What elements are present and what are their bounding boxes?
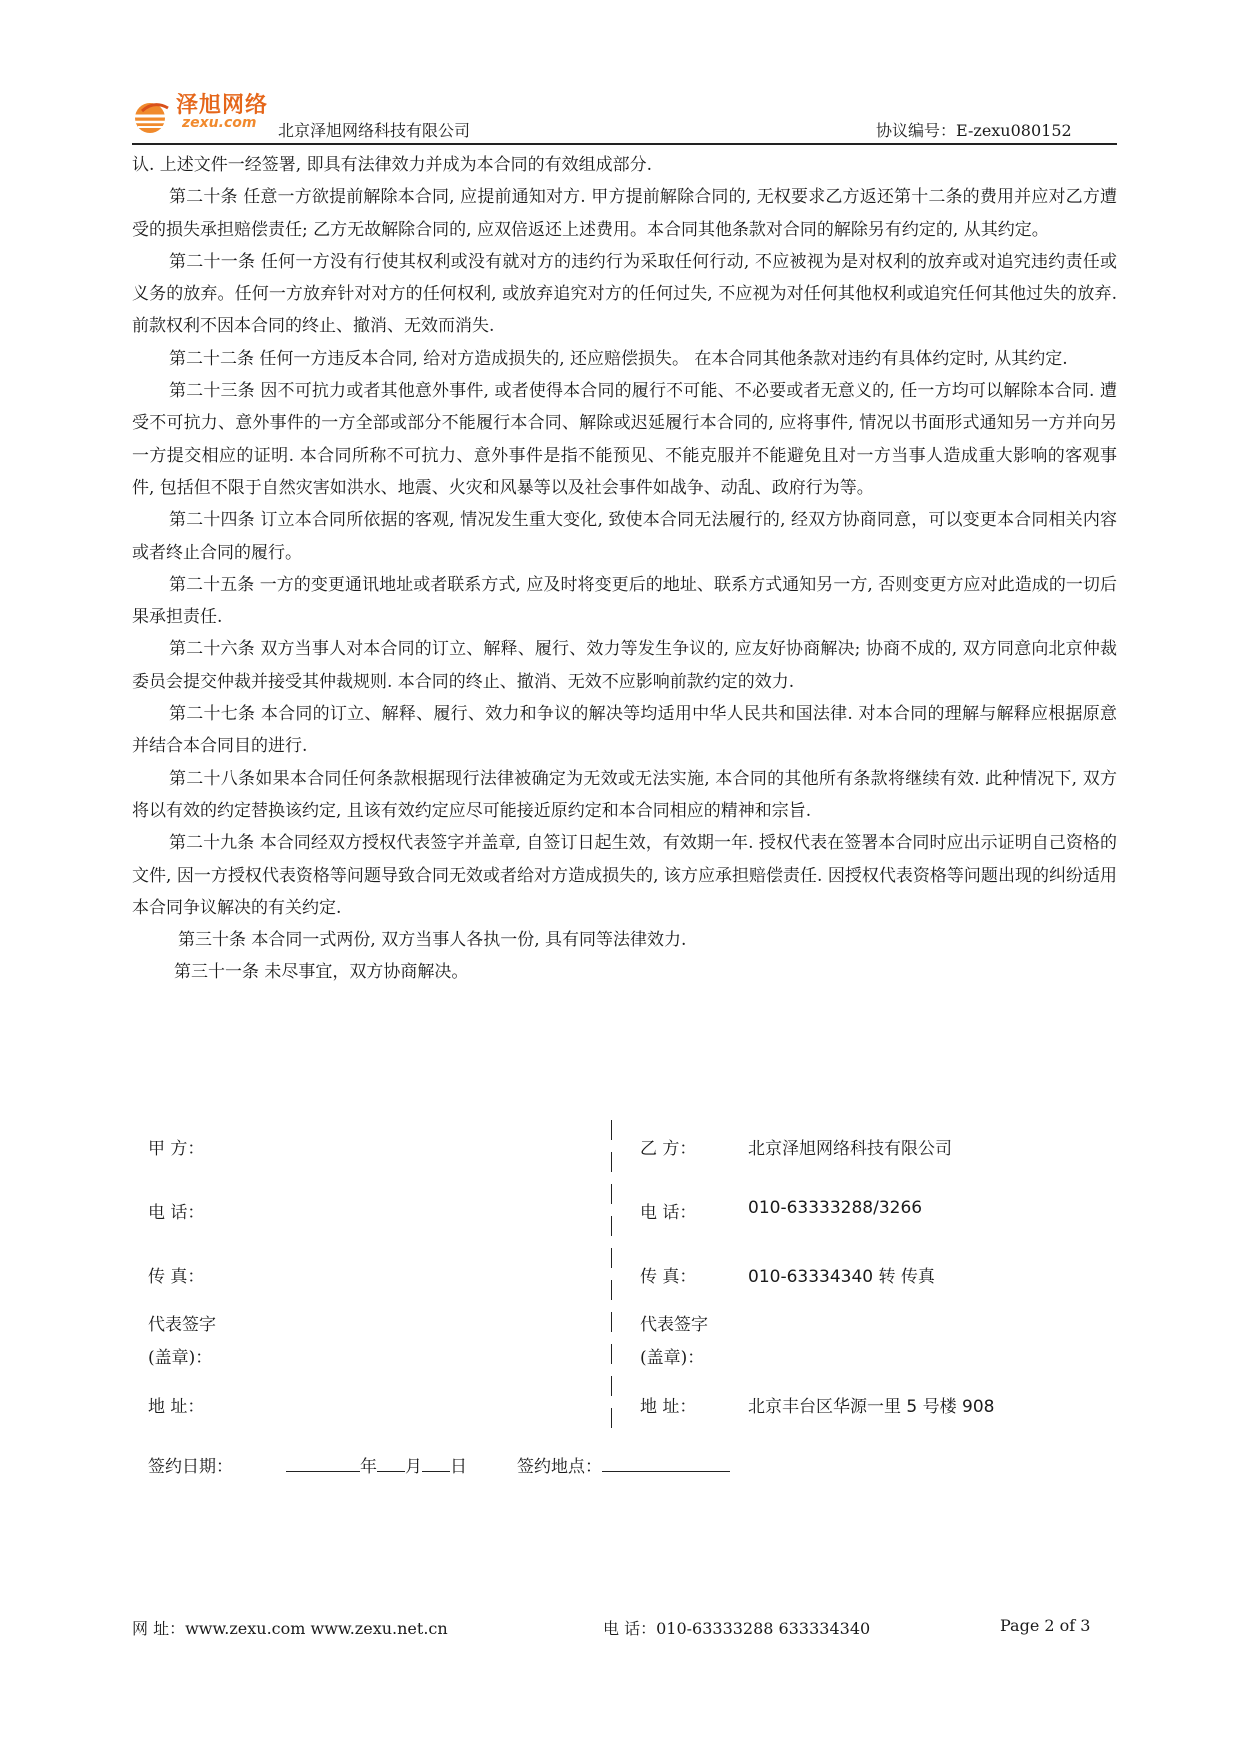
logo-chinese-text: 泽旭网络	[176, 92, 269, 118]
header-company-name: 北京泽旭网络科技有限公司	[278, 121, 471, 140]
clause-28: 第二十八条如果本合同任何条款根据现行法律被确定为无效或无法实施, 本合同的其他所有条款将继续有效. 此种情况下, 双方将以有效的约定替换该约定, 且该有效约定应尽可能接近原约定和本合同相应的精神和宗旨.	[132, 768, 1117, 821]
year-label: 年	[360, 1457, 377, 1477]
party-b-rep-label: 代表签字	[640, 1315, 708, 1335]
month-label: 月	[405, 1457, 422, 1477]
clause-25: 第二十五条 一方的变更通讯地址或者联系方式, 应及时将变更后的地址、联系方式通知另一方, 否则变更方应对此造成的一切后果承担责任.	[132, 574, 1117, 628]
signing-date-field	[286, 1452, 467, 1477]
party-a-label: 甲 方：	[148, 1139, 205, 1159]
column-divider	[611, 1152, 612, 1172]
contract-clauses	[132, 149, 1117, 989]
column-divider	[611, 1376, 612, 1396]
clause-20: 第二十条 任意一方欲提前解除本合同, 应提前通知对方. 甲方提前解除合同的, 无权要求乙方返还第十二条的费用并应对乙方遭受的损失承担赔偿责任; 乙方无故解除合同的, 应双倍返还上述费用。本合同其他条款对合同的解除另有约定的, 从其约定。	[132, 187, 1117, 240]
month-blank	[377, 1455, 405, 1472]
party-b-seal-label: (盖章)：	[640, 1348, 705, 1368]
clause-26: 第二十六条 双方当事人对本合同的订立、解释、履行、效力等发生争议的, 应友好协商解决; 协商不成的, 双方同意向北京仲裁委员会提交仲裁并接受其仲裁规则. 本合同的终止、撤消、无效不应影响前款约定的效力.	[132, 639, 1117, 692]
party-b-label: 乙 方：	[640, 1139, 697, 1159]
clause-continuation: 认. 上述文件一经签署, 即具有法律效力并成为本合同的有效组成部分.	[132, 155, 653, 175]
contract-number: 协议编号：E-zexu080152	[876, 121, 1072, 140]
day-blank	[422, 1455, 450, 1472]
party-b-fax: 010-63334340 转 传真	[748, 1267, 935, 1287]
party-b-address: 北京丰台区华源一里 5 号楼 908	[748, 1397, 995, 1417]
clause-23: 第二十三条 因不可抗力或者其他意外事件, 或者使得本合同的履行不可能、不必要或者无意义的, 任一方均可以解除本合同. 遭受不可抗力、意外事件的一方全部或部分不能履行本合同、解除或迟延履行本合同的, 应将事件, 情况以书面形式通知另一方并向另一方提交相应的证明. 本合同所称不可抗力、意外事件是指不能预见、不能克服并不能避免且对一方当事人造成重大影响的客观事件, 包括但不限于自然灾害如洪水、地震、火灾和风暴等以及社会事件如战争、动乱、政府行为等。	[132, 381, 1117, 498]
logo-english-text: zexu.com	[182, 115, 257, 131]
party-a-address-label: 地 址：	[148, 1397, 205, 1417]
party-a-seal-label: (盖章)：	[148, 1348, 213, 1368]
party-b-phone: 010-63333288/3266	[748, 1198, 923, 1218]
day-label: 日	[450, 1457, 467, 1477]
clause-29: 第二十九条 本合同经双方授权代表签字并盖章, 自签订日起生效，有效期一年. 授权代表在签署本合同时应出示证明自己资格的文件, 因一方授权代表资格等问题导致合同无效或者给对方造成损失的, 该方应承担赔偿责任. 因授权代表资格等问题出现的纠纷适用本合同争议解决的有关约定.	[132, 833, 1117, 918]
column-divider	[611, 1120, 612, 1140]
page-number: Page 2 of 3	[1000, 1616, 1091, 1635]
column-divider	[611, 1312, 612, 1332]
year-blank	[286, 1455, 360, 1472]
party-a-fax-label: 传 真：	[148, 1267, 205, 1287]
party-b-address-label: 地 址：	[640, 1397, 697, 1417]
party-b-name: 北京泽旭网络科技有限公司	[748, 1139, 952, 1159]
footer-phone: 电 话：010-63333288 633334340	[603, 1619, 871, 1638]
signing-date-label: 签约日期：	[148, 1457, 233, 1477]
clause-30: 第三十条 本合同一式两份, 双方当事人各执一份, 具有同等法律效力.	[178, 930, 687, 951]
column-divider	[611, 1184, 612, 1204]
clause-24: 第二十四条 订立本合同所依据的客观, 情况发生重大变化, 致使本合同无法履行的, 经双方协商同意，可以变更本合同相关内容或者终止合同的履行。	[132, 510, 1117, 563]
clause-21: 第二十一条 任何一方没有行使其权利或没有就对方的违约行为采取任何行动, 不应被视为是对权利的放弃或对追究违约责任或义务的放弃。任何一方放弃针对对方的任何权利, 或放弃追究对方的任何过失, 不应视为对任何其他权利或追究任何其他过失的放弃. 前款权利不因本合同的终止、撤消、无效而消失.	[132, 251, 1117, 337]
column-divider	[611, 1280, 612, 1300]
party-a-phone-label: 电 话：	[148, 1203, 205, 1223]
signing-place-field	[517, 1452, 730, 1477]
column-divider	[611, 1344, 612, 1364]
header-divider	[132, 143, 1117, 145]
signing-place-label: 签约地点：	[517, 1457, 602, 1477]
party-b-phone-label: 电 话：	[640, 1203, 697, 1223]
footer-website: 网 址：www.zexu.com www.zexu.net.cn	[132, 1619, 448, 1638]
sun-logo-icon	[132, 94, 176, 138]
clause-22: 第二十二条 任何一方违反本合同, 给对方造成损失的, 还应赔偿损失。 在本合同其他条款对违约有具体约定时, 从其约定.	[169, 348, 1068, 369]
column-divider	[611, 1216, 612, 1236]
company-logo	[132, 88, 272, 143]
column-divider	[611, 1248, 612, 1268]
party-b-fax-label: 传 真：	[640, 1267, 697, 1287]
column-divider	[611, 1408, 612, 1428]
clause-27: 第二十七条 本合同的订立、解释、履行、效力和争议的解决等均适用中华人民共和国法律. 对本合同的理解与解释应根据原意并结合本合同目的进行.	[132, 704, 1117, 757]
clause-31: 第三十一条 未尽事宜，双方协商解决。	[174, 962, 469, 983]
party-a-rep-label: 代表签字	[148, 1315, 216, 1335]
place-blank	[602, 1455, 730, 1472]
